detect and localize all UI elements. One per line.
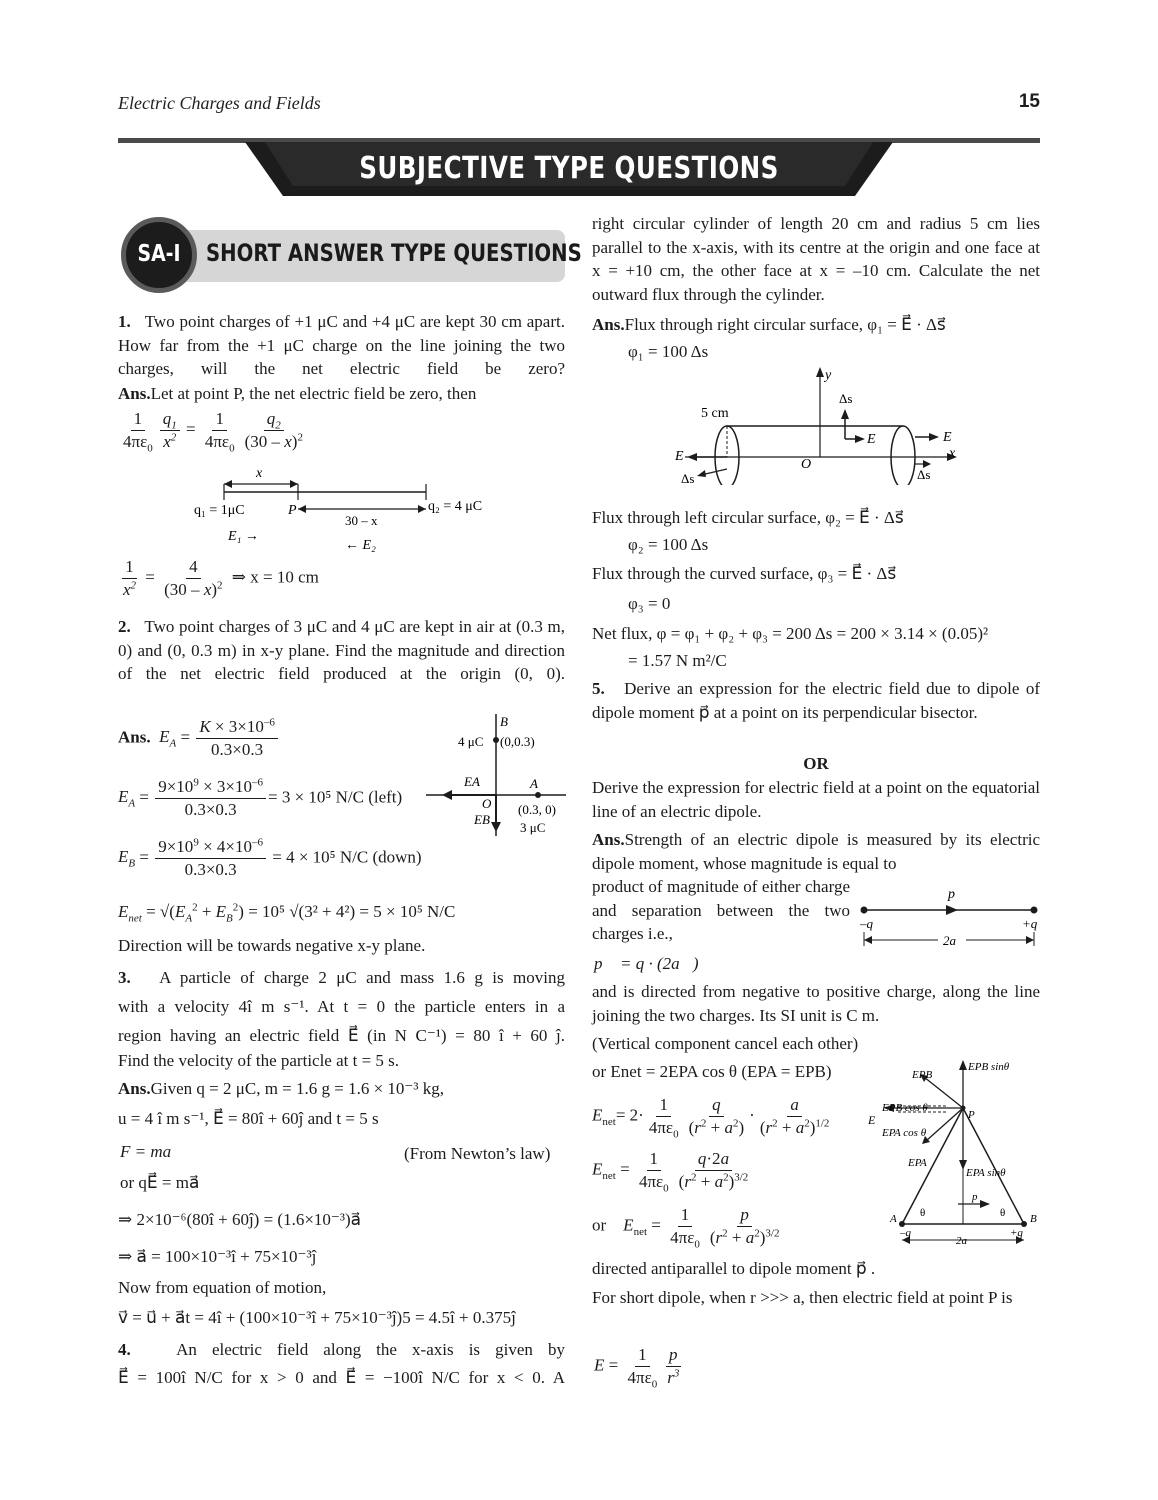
q5-enet1: or Enet = 2EPA cos θ (EPA = EPB) [592, 1062, 832, 1081]
q5-fig-sep: 2a [943, 933, 956, 948]
q1-charge-diagram [190, 462, 530, 557]
eq-fig-epa-cos: EPA cos θ [882, 1127, 927, 1139]
q2-fig-bcharge: 4 μC [458, 734, 484, 749]
eq-fig-epb-sin: EPB sinθ [968, 1061, 1010, 1073]
eq-fig-posq: +q [1010, 1227, 1023, 1239]
q4-flux3-text: Flux through the curved surface, φ₃ = E⃗ · Δs⃗ [592, 564, 897, 583]
q2-eb-value: $E_B$ = $\frac{9\times 10^9 \times 4\times 10^{-6}}{0.3\times 0.3}$ = 4 × 10⁵ N/C (down) [118, 836, 422, 879]
q2-ans-label: Ans. [118, 727, 151, 747]
q2-number: 2. [118, 617, 131, 636]
q3-step2: ⇒ a⃗ = 100×10⁻³î + 75×10⁻³ĵ [118, 1247, 317, 1266]
q4-fig-o: O [801, 457, 812, 472]
eq-fig-p: P [968, 1109, 975, 1121]
q3-step1: ⇒ 2×10⁻⁶(80î + 60ĵ) = (1.6×10⁻³)a⃗ [118, 1210, 362, 1229]
q4-flux1-val: φ₁ = 100 Δs [628, 342, 709, 361]
q4-fig-e1: E [867, 432, 876, 447]
q2-ea-eq: Ans. $E_A$ = $\frac{K \times 3\times 10^{-6}}{0.3\times 0.3}$ [118, 716, 280, 761]
q5-fig-p: p⃗ [948, 887, 966, 902]
badge-label: SA-I [137, 241, 181, 268]
section-banner [245, 142, 893, 196]
q1-ans-text: Let at point P, the net electric field be zero, then [150, 384, 477, 403]
q5-equatorial-diagram [862, 1054, 1042, 1249]
question-5 [592, 677, 1040, 724]
q5-ans-text2: product of magnitude of either charge and separation between the two charges i.e., [592, 877, 850, 943]
q4-fig-x: x [949, 446, 956, 461]
q2-fig-bcoord: (0,0.3) [500, 734, 535, 749]
subsection-badge [121, 217, 197, 293]
q5-direction: and is directed from negative to positive charge, along the line joining the two charges. Its SI unit is C m. [592, 982, 1040, 1025]
q1-fig-d: 30 – x [345, 513, 378, 528]
q5-p-eq: p⃗ = q · (2a⃗) [594, 954, 699, 973]
q4-fig-y: y [825, 368, 832, 383]
q2-fig-acoord: (0.3, 0) [518, 802, 556, 817]
q1-result-eq: $\frac{1}{x^2}$ = $\frac{4}{(30 - x)^2}$ ⇒ x = 10 cm [123, 557, 319, 599]
q5-or-label: or [592, 1215, 607, 1235]
q1-equation: $\frac{1}{4\pi\varepsilon_0}$ $\frac{q_1}{x^2}$ = $\frac{1}{4\pi\varepsilon_0}$ $\frac{q_2}{(30 - x)^2}$ [123, 409, 303, 455]
question-1 [118, 310, 565, 381]
q3-line3: region having an electric field E⃗ (in N C⁻¹) = 80 î + 60 ĵ. [118, 1026, 565, 1045]
eq-fig-epb: EPB [912, 1069, 933, 1081]
q2-eb-result: = 4 × 10⁵ N/C (down) [272, 847, 422, 867]
q5-fig-pos: +q [1022, 916, 1038, 931]
q5-antiparallel: directed antiparallel to dipole moment p⃗ . [592, 1259, 876, 1278]
q2-fig-a: A [530, 776, 538, 791]
eq-fig-epa-sin: EPA sinθ [966, 1167, 1006, 1179]
q5-fig-neg: –q [860, 916, 873, 931]
q3-given2: u = 4 î m s⁻¹, E⃗ = 80î + 60ĵ and t = 5 s [118, 1109, 379, 1128]
q5-dipole-diagram [856, 880, 1046, 950]
q4-answer [592, 313, 1040, 337]
q4-fig-e3: E [675, 449, 684, 464]
q5-enet2: $E_{net}= 2\cdot$ $\frac{1}{4\pi\varepsilon_0}$ $\frac{q}{(r^2 + a^2)}$ · $\frac{a}{(r^2 + a^2)^{1/2}}$ [592, 1095, 830, 1141]
question-4 [118, 1338, 565, 1362]
q1-fig-x: x [256, 466, 263, 481]
q3-motion: Now from equation of motion, [118, 1278, 327, 1297]
q4-line1: An electric field along the x-axis is given by [176, 1340, 566, 1359]
q4-number: 4. [118, 1340, 131, 1359]
q2-fig-b: B [500, 714, 508, 729]
q2-ea-result: = 3 × 10⁵ N/C (left) [268, 787, 403, 807]
eq-fig-epa: EPA [908, 1157, 927, 1169]
q5-short: For short dipole, when r >>> a, then electric field at point P is [592, 1288, 1013, 1307]
q3-number: 3. [118, 968, 131, 987]
q1-text: Two point charges of +1 μC and +4 μC are kept 30 cm apart. How far from the +1 μC charge on the line joining the two charges, will the net electric field be zero? [118, 312, 565, 378]
q2-fig-o: O [482, 796, 492, 811]
q2-fig-acharge: 3 μC [520, 820, 546, 835]
q1-fig-q1: q₁ = 1μC [194, 503, 245, 518]
q5-short-eq: E = $\frac{1}{4\pi\varepsilon_0}$ $\frac{p}{r^3}$ [594, 1345, 680, 1391]
eq-fig-e: E [868, 1113, 876, 1127]
q4-flux3-val: φ₃ = 0 [628, 594, 671, 613]
q3-final: v⃗ = u⃗ + a⃗t = 4î + (100×10⁻³î + 75×10⁻³ĵ)5 = 4.5î + 0.375ĵ [118, 1308, 516, 1327]
q5-enet3: $E_{net}$ = $\frac{1}{4\pi\varepsilon_0}$ $\frac{q\cdot 2a}{(r^2 + a^2)^{3/2}}$ [592, 1149, 749, 1195]
q3-ans-label: Ans. [118, 1079, 151, 1098]
banner-title: SUBJECTIVE TYPE QUESTIONS [359, 151, 779, 187]
q4-net2: = 1.57 N m²/C [628, 651, 727, 670]
q5-number: 5. [592, 679, 605, 698]
q4-cylinder-diagram [665, 365, 965, 485]
q4-fig-radius: 5 cm [701, 406, 729, 421]
q4-flux1-text: Flux through right circular surface, φ₁ = E⃗ · Δs⃗ [624, 315, 946, 334]
q5-alt: Derive the expression for electric field at a point on the equatorial line of an electric dipole. [592, 778, 1040, 821]
q5-answer [592, 828, 1040, 875]
subsection-bar [168, 230, 582, 282]
q3-or-eq: or qE⃗ = ma⃗ [120, 1173, 200, 1192]
q2-text: Two point charges of 3 μC and 4 μC are kept in air at (0.3 m, 0) and (0, 0.3 m) in x-y plane. Find the magnitude and direction of the net electric field produced at the origin (0, 0). [118, 617, 565, 683]
q4-flux2-val: φ₂ = 100 Δs [628, 535, 709, 554]
q2-enet-result: = 10⁵ √(3² + 4²) = 5 × 10⁵ N/C [248, 902, 456, 921]
q4-fig-ds1: Δs [839, 391, 853, 406]
eq-fig-negq: –q [900, 1227, 911, 1239]
eq-fig-theta1: θ [920, 1207, 926, 1219]
q3-line2: with a velocity 4î m s⁻¹. At t = 0 the particle enters in a [118, 997, 565, 1016]
q5-ans-text1: Strength of an electric dipole is measured by its electric dipole moment, whose magnitude is equal to [592, 830, 1040, 873]
subsection-title: SHORT ANSWER TYPE QUESTIONS [206, 239, 582, 267]
q1-answer [118, 382, 565, 406]
q1-fig-e2: ← E₂ [345, 538, 376, 553]
q2-ea-value: $E_A$ = $\frac{9\times 10^9 \times 3\times 10^{-6}}{0.3\times 0.3}$ = 3 × 10⁵ N/C (left) [118, 776, 403, 819]
question-2 [118, 615, 565, 686]
q1-fig-p: P [288, 503, 297, 518]
q3-newton-label: (From Newton’s law) [404, 1144, 551, 1163]
q4-ans-label: Ans. [592, 315, 625, 334]
q5-or: OR [803, 754, 829, 773]
eq-fig-epb-cos: EPB cos θ [882, 1102, 928, 1114]
q1-number: 1. [118, 312, 131, 331]
q1-result: ⇒ x = 10 cm [231, 567, 319, 587]
q2-axes-diagram [420, 710, 570, 840]
q4-flux2-text: Flux through left circular surface, φ₂ = E⃗ · Δs⃗ [592, 508, 904, 527]
eq-fig-pvec: p⃗ [972, 1191, 987, 1203]
q2-fig-eb: EB [474, 812, 490, 827]
q4-line2: E⃗ = 100î N/C for x > 0 and E⃗ = −100î N/C for x < 0. A [118, 1368, 565, 1387]
q5-text: Derive an expression for the electric field due to dipole of dipole moment p⃗ at a point on its perpendicular bisector. [592, 679, 1041, 722]
q3-answer [118, 1077, 565, 1101]
q1-ans-label: Ans. [118, 384, 151, 403]
q4-fig-e2: E [943, 430, 952, 445]
q4-fig-ds2: Δs [681, 471, 695, 485]
q3-newton-eq: F = ma⃗ [120, 1142, 185, 1161]
q4-continuation: right circular cylinder of length 20 cm and radius 5 cm lies parallel to the x-axis, with its centre at the origin and one face at x = +10 cm, the other face at x = –10 cm. Calculate the net outward flux through the cylinder. [592, 214, 1040, 304]
question-3 [118, 966, 565, 990]
q1-fig-q2: q₂ = 4 μC [428, 499, 483, 514]
q1-fig-e1: E₁ → [228, 529, 259, 544]
page-number: 15 [1018, 91, 1040, 112]
q2-direction: Direction will be towards negative x-y plane. [118, 936, 426, 955]
eq-fig-theta2: θ [1000, 1207, 1006, 1219]
eq-fig-a: A [890, 1213, 897, 1225]
q2-enet: $E_{net} = √(E_A^2 + E_B^2) = 10^5$ √(3² + 4²) = 5 × 10⁵ N/C [118, 901, 456, 925]
q4-fig-ds3: Δs [917, 467, 931, 482]
eq-fig-b: B [1030, 1213, 1037, 1225]
eq-fig-sep: 2a [956, 1235, 967, 1247]
q3-line4: Find the velocity of the particle at t = 5 s. [118, 1051, 400, 1070]
q3-line1: A particle of charge 2 μC and mass 1.6 g is moving [159, 968, 565, 987]
q5-ans-label: Ans. [592, 830, 625, 849]
q2-fig-ea: EA [464, 774, 480, 789]
q5-enet4: or $E_{net}$ = $\frac{1}{4\pi\varepsilon_0}$ $\frac{p}{(r^2 + a^2)^{3/2}}$ [592, 1205, 780, 1251]
q3-given1: Given q = 2 μC, m = 1.6 g = 1.6 × 10⁻³ kg, [150, 1079, 445, 1098]
q5-vertical: (Vertical component cancel each other) [592, 1034, 859, 1053]
running-head: Electric Charges and Fields [118, 93, 321, 113]
q4-net1: Net flux, φ = φ₁ + φ₂ + φ₃ = 200 Δs = 200 × 3.14 × (0.05)² [592, 624, 989, 643]
